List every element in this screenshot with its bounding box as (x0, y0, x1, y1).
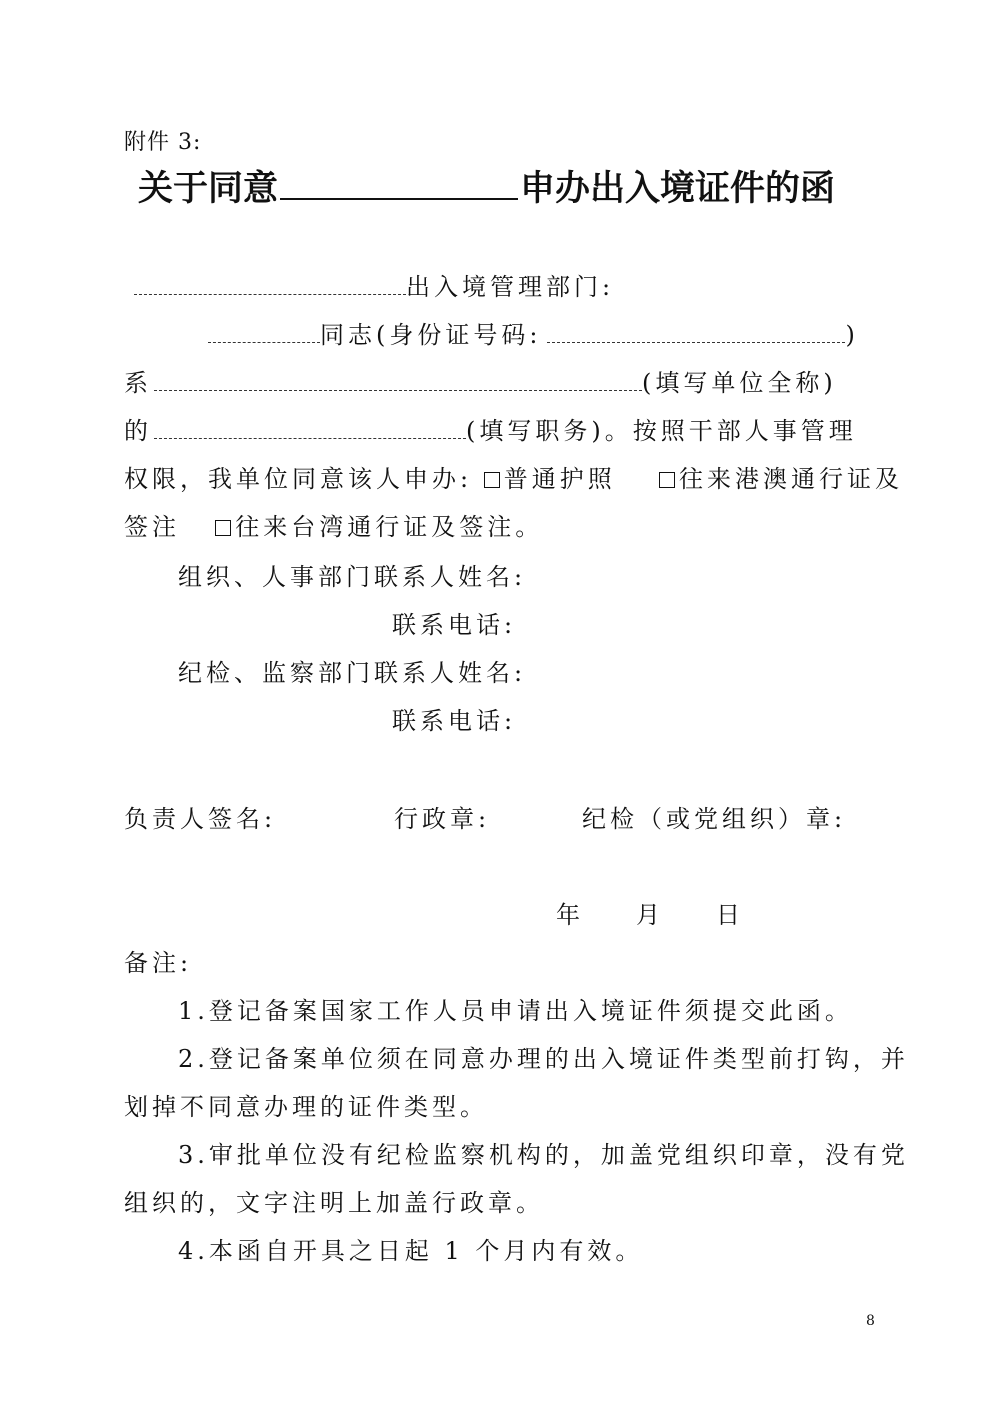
hr-contact-label: 组织、人事部门联系人姓名: (178, 563, 527, 591)
note-3b: 组织的，文字注明上加盖行政章。 (124, 1189, 544, 1217)
taiwan-label: 往来台湾通行证及签注。 (235, 513, 544, 541)
title-blank-field[interactable] (280, 166, 518, 200)
permission-line (124, 464, 903, 494)
note-2a: 2.登记备案单位须在同意办理的出入境证件类型前打钩，并 (178, 1045, 909, 1073)
leader-signature-label: 负责人签名: (124, 805, 277, 833)
date-day: 日 (716, 901, 744, 929)
title-prefix: 关于同意 (138, 168, 279, 209)
post-field[interactable] (154, 422, 466, 439)
unit-name-field[interactable] (154, 374, 642, 391)
dc-contact-label: 纪检、监察部门联系人姓名: (178, 659, 527, 687)
dept-name-field[interactable] (134, 278, 406, 295)
attachment-label: 附件 3: (124, 130, 202, 155)
name-field[interactable] (208, 326, 320, 343)
hr-phone-label: 联系电话: (392, 611, 517, 639)
date-year: 年 (556, 901, 584, 929)
id-number-field[interactable] (547, 326, 845, 343)
note-4: 4.本函自开具之日起 1 个月内有效。 (178, 1237, 644, 1265)
unit-line (124, 368, 837, 398)
unit-hint: (填写单位全称) (642, 369, 837, 397)
endorsement-text: 签注 (124, 513, 180, 541)
comrade-close: ) (845, 321, 859, 349)
permission-text: 权限，我单位同意该人申办: (124, 465, 473, 493)
taiwan-checkbox[interactable] (215, 520, 231, 536)
title-suffix: 申办出入境证件的函 (520, 168, 836, 209)
discipline-seal-label: 纪检（或党组织）章: (582, 805, 847, 833)
note-3a: 3.审批单位没有纪检监察机构的，加盖党组织印章，没有党 (178, 1141, 909, 1169)
unit-prefix: 系 (124, 369, 152, 397)
document-title (138, 166, 835, 211)
notes-label: 备注: (124, 949, 193, 977)
hk-macau-checkbox[interactable] (659, 472, 675, 488)
note-1: 1.登记备案国家工作人员申请出入境证件须提交此函。 (178, 997, 853, 1025)
passport-label: 普通护照 (503, 465, 616, 493)
hk-macau-label: 往来港澳通行证及 (679, 465, 904, 493)
endorsement-line (124, 512, 543, 542)
admin-seal-label: 行政章: (394, 805, 491, 833)
dc-phone-label: 联系电话: (392, 707, 517, 735)
dept-suffix: 出入境管理部门: (406, 273, 615, 301)
page-number: 8 (866, 1313, 875, 1329)
post-line (124, 416, 857, 446)
dept-line (134, 272, 614, 302)
date-month: 月 (636, 901, 664, 929)
post-prefix: 的 (124, 417, 152, 445)
post-hint: (填写职务)。按照干部人事管理 (466, 417, 857, 445)
comrade-label: 同志(身份证号码: (320, 321, 542, 349)
comrade-line (208, 320, 859, 350)
note-2b: 划掉不同意办理的证件类型。 (124, 1093, 488, 1121)
passport-checkbox[interactable] (484, 472, 500, 488)
